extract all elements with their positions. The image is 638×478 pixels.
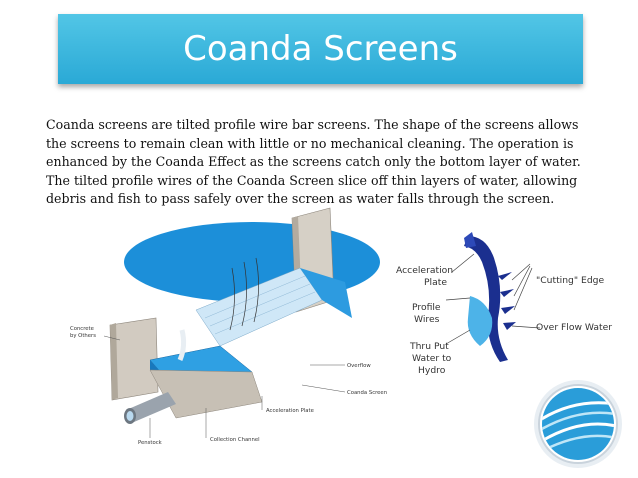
label-penstock: Penstock <box>138 440 162 446</box>
water-swirl-logo-icon <box>534 380 622 468</box>
label-acceleration-plate: Acceleration Plate <box>266 408 314 414</box>
label-thru-line2: Water to <box>412 353 452 364</box>
label-thru-line1: Thru Put <box>410 341 449 352</box>
label-thru-line3: Hydro <box>418 365 446 376</box>
label-concrete-line2: by Others <box>70 333 96 339</box>
slide-body-text: Coanda screens are tilted profile wire bar screens. The shape of the screens allows the screens to remain clean with little or no mechanical cleaning. The operation is enhanced by the Coanda Effect as the screens catch only the bottom layer of water. The tilted profile wires of the Coanda Screen slice off thin layers of water, allowing debris and fish to pass safely over the screen as water falls through the screen. <box>46 117 581 206</box>
coanda-profile-section-diagram <box>396 232 612 376</box>
slide-title: Coanda Screens <box>183 29 458 69</box>
label-over-flow-water: Over Flow Water <box>536 322 613 333</box>
label-overflow: Overflow <box>347 363 371 369</box>
profile-wires <box>498 272 516 330</box>
label-coanda-screen: Coanda Screen <box>347 390 388 396</box>
label-concrete-line1: Concrete <box>70 326 94 332</box>
throughput-water <box>468 296 493 346</box>
label-profile-line1: Profile <box>412 302 441 313</box>
label-cutting-edge: "Cutting" Edge <box>536 275 605 286</box>
coanda-intake-cutaway-diagram <box>70 208 387 446</box>
label-profile-line2: Wires <box>414 314 440 325</box>
label-acceleration-line2: Plate <box>424 277 447 288</box>
label-collection-channel: Collection Channel <box>210 437 260 443</box>
label-acceleration-line1: Acceleration <box>396 265 454 276</box>
